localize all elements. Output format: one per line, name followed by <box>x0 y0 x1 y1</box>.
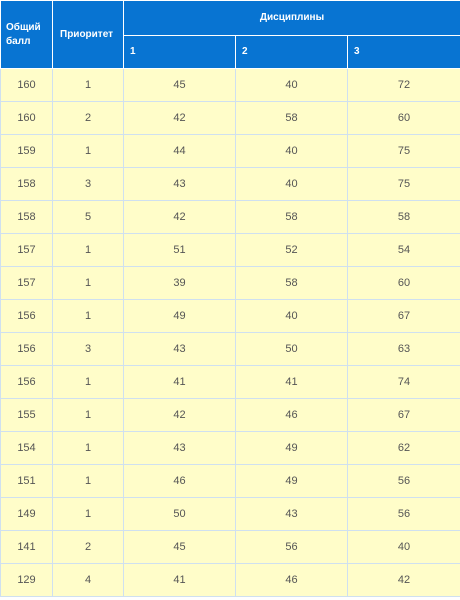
table-row <box>1 432 460 465</box>
header-total-score[interactable]: Общий балл <box>1 1 53 69</box>
cell-discipline-3: 67 <box>348 399 460 432</box>
table-row <box>1 531 460 564</box>
cell-discipline-1: 43 <box>124 432 236 465</box>
table-row <box>1 564 460 597</box>
cell-discipline-3: 54 <box>348 234 460 267</box>
cell-priority: 2 <box>53 531 124 564</box>
cell-discipline-2: 52 <box>236 234 348 267</box>
cell-discipline-3: 56 <box>348 498 460 531</box>
cell-priority: 1 <box>53 135 124 168</box>
cell-priority: 4 <box>53 564 124 597</box>
cell-priority: 1 <box>53 300 124 333</box>
cell-discipline-2: 40 <box>236 300 348 333</box>
cell-total-score: 149 <box>1 498 53 531</box>
cell-priority: 5 <box>53 201 124 234</box>
table-row <box>1 399 460 432</box>
table-row <box>1 267 460 300</box>
cell-discipline-3: 42 <box>348 564 460 597</box>
cell-discipline-2: 58 <box>236 267 348 300</box>
cell-priority: 1 <box>53 399 124 432</box>
cell-discipline-3: 75 <box>348 135 460 168</box>
cell-priority: 3 <box>53 333 124 366</box>
cell-discipline-2: 46 <box>236 399 348 432</box>
cell-discipline-2: 41 <box>236 366 348 399</box>
cell-discipline-1: 43 <box>124 168 236 201</box>
cell-discipline-1: 41 <box>124 366 236 399</box>
cell-discipline-3: 74 <box>348 366 460 399</box>
header-priority[interactable]: Приоритет <box>53 1 124 69</box>
cell-discipline-3: 62 <box>348 432 460 465</box>
cell-priority: 1 <box>53 366 124 399</box>
cell-total-score: 158 <box>1 201 53 234</box>
cell-total-score: 141 <box>1 531 53 564</box>
cell-priority: 1 <box>53 267 124 300</box>
cell-discipline-1: 44 <box>124 135 236 168</box>
cell-discipline-2: 50 <box>236 333 348 366</box>
header-discipline-1[interactable]: 1 <box>124 35 236 69</box>
cell-discipline-2: 58 <box>236 102 348 135</box>
cell-discipline-3: 56 <box>348 465 460 498</box>
cell-discipline-3: 58 <box>348 201 460 234</box>
cell-discipline-2: 49 <box>236 432 348 465</box>
header-disciplines: Дисциплины <box>124 1 460 36</box>
cell-discipline-1: 50 <box>124 498 236 531</box>
cell-total-score: 129 <box>1 564 53 597</box>
cell-discipline-1: 46 <box>124 465 236 498</box>
cell-discipline-1: 45 <box>124 69 236 102</box>
table-row <box>1 201 460 234</box>
table-row <box>1 498 460 531</box>
cell-discipline-2: 40 <box>236 135 348 168</box>
cell-total-score: 151 <box>1 465 53 498</box>
cell-total-score: 160 <box>1 69 53 102</box>
table-row <box>1 102 460 135</box>
cell-discipline-3: 75 <box>348 168 460 201</box>
cell-total-score: 157 <box>1 234 53 267</box>
cell-priority: 2 <box>53 102 124 135</box>
cell-total-score: 157 <box>1 267 53 300</box>
table-row <box>1 234 460 267</box>
table-header <box>1 1 460 69</box>
cell-discipline-3: 67 <box>348 300 460 333</box>
cell-total-score: 155 <box>1 399 53 432</box>
cell-discipline-1: 41 <box>124 564 236 597</box>
header-discipline-2[interactable]: 2 <box>236 35 348 69</box>
cell-priority: 1 <box>53 234 124 267</box>
cell-discipline-2: 46 <box>236 564 348 597</box>
cell-total-score: 158 <box>1 168 53 201</box>
cell-discipline-2: 40 <box>236 69 348 102</box>
table-row <box>1 300 460 333</box>
table-row <box>1 333 460 366</box>
cell-total-score: 154 <box>1 432 53 465</box>
table-row <box>1 465 460 498</box>
cell-priority: 1 <box>53 465 124 498</box>
cell-discipline-1: 42 <box>124 102 236 135</box>
cell-priority: 1 <box>53 69 124 102</box>
table-row <box>1 366 460 399</box>
cell-priority: 3 <box>53 168 124 201</box>
cell-discipline-3: 63 <box>348 333 460 366</box>
cell-total-score: 156 <box>1 366 53 399</box>
table-body <box>1 69 460 597</box>
cell-discipline-1: 49 <box>124 300 236 333</box>
cell-discipline-1: 42 <box>124 201 236 234</box>
cell-total-score: 159 <box>1 135 53 168</box>
cell-total-score: 156 <box>1 333 53 366</box>
header-row-top <box>1 1 460 36</box>
cell-discipline-2: 56 <box>236 531 348 564</box>
cell-discipline-1: 45 <box>124 531 236 564</box>
cell-discipline-3: 40 <box>348 531 460 564</box>
cell-total-score: 160 <box>1 102 53 135</box>
cell-priority: 1 <box>53 498 124 531</box>
table-row <box>1 135 460 168</box>
table-row <box>1 168 460 201</box>
cell-total-score: 156 <box>1 300 53 333</box>
cell-discipline-2: 40 <box>236 168 348 201</box>
cell-discipline-3: 60 <box>348 102 460 135</box>
header-discipline-3[interactable]: 3 <box>348 35 460 69</box>
cell-discipline-1: 43 <box>124 333 236 366</box>
cell-discipline-1: 39 <box>124 267 236 300</box>
table-row <box>1 69 460 102</box>
cell-discipline-2: 58 <box>236 201 348 234</box>
cell-discipline-3: 60 <box>348 267 460 300</box>
cell-discipline-1: 51 <box>124 234 236 267</box>
cell-discipline-2: 43 <box>236 498 348 531</box>
cell-discipline-3: 72 <box>348 69 460 102</box>
cell-priority: 1 <box>53 432 124 465</box>
cell-discipline-1: 42 <box>124 399 236 432</box>
cell-discipline-2: 49 <box>236 465 348 498</box>
